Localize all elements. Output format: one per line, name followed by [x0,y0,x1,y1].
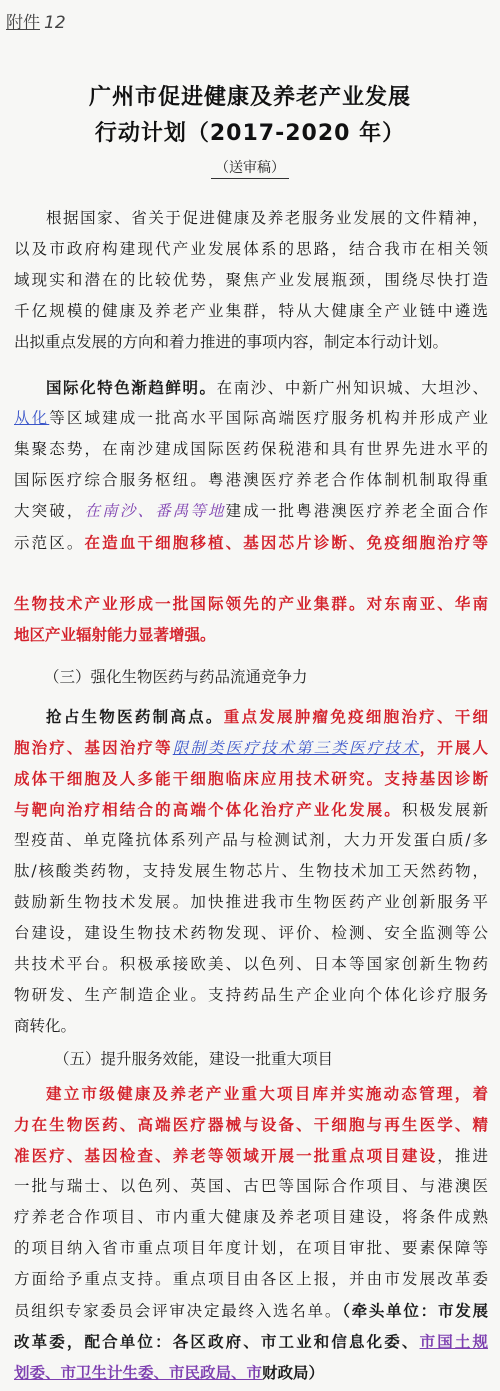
intro-line: 千亿规模的健康及养老产业集群，特从大健康全产业链中遴选 [14,302,488,320]
link-conghua[interactable]: 从化 [14,409,50,427]
section-5-heading: （五）提升服务效能，建设一批重大项目 [54,1050,334,1068]
link-land-planning[interactable]: 市国土规 [419,1332,488,1351]
s3-red: 胞治疗、基因治疗等 [14,738,173,757]
intl-red-line: 地区产业辐射能力显著增强。 [14,625,216,644]
s5-text: ，推进 [437,1147,488,1165]
s5-bold: 财政局） [262,1363,325,1382]
s3-line: 台建设，建设生物技术药物发现、评价、检测、安全监测等公 [14,924,488,942]
attachment-label [6,8,66,33]
attachment-number: 12 [44,13,66,33]
intro-paragraph [14,203,488,358]
intl-line [14,527,488,558]
attachment-word: 附件 [6,13,40,33]
intl-red: 在造血干细胞移植、基因芯片诊断、免疫细胞治疗等 [84,533,488,552]
section-3-heading: （三）强化生物医药与药品流通竞争力 [44,668,308,686]
intl-line: 国际医疗综合服务枢纽。粤港澳医疗养老合作体制机制取得重 [14,471,488,489]
s5-line: 的项目纳入省市重点项目年度计划，在项目审批、要素保障等 [14,1239,488,1257]
intl-text: 示范区。 [14,534,85,552]
s3-line: 肽/核酸类药物，支持发展生物芯片、生物技术加工天然药物， [14,862,488,880]
s5-line: 一批与瑞士、以色列、英国、古巴等国际合作项目、与港澳医 [14,1177,488,1195]
intl-text: 等区域建成一批高水平国际高端医疗服务机构并形成产业 [49,409,488,427]
s5-line [14,1295,488,1326]
s5-line [14,1326,488,1357]
intro-line: 以及市政府构建现代产业发展体系的思路，结合我市在相关领 [14,240,488,258]
s3-line: 物研发、生产制造企业。支持药品生产企业向个体化诊疗服务 [14,986,488,1004]
intro-line: 域现实和潜在的比较优势，聚焦产业发展瓶颈，围绕尽快打造 [14,271,488,289]
intl-paragraph [14,372,488,558]
s5-line [14,1140,488,1171]
s5-red: 准医疗、基因检查、养老等领域开展一批重点项目建设 [14,1146,438,1165]
section-3-paragraph [14,701,488,1042]
intro-line: 根据国家、省关于促进健康及养老服务业发展的文件精神， [46,209,488,227]
s3-line: 共技术平台。积极承接欧美、以色列、日本等国家创新生物药 [14,955,488,973]
s3-line [14,794,488,825]
intl-text: 大突破， [14,502,85,520]
link-restricted-tech[interactable]: 限制类医疗技术第三类医疗技术 [172,739,420,757]
s3-line: 成体干细胞及人多能干细胞临床应用技术研究。支持基因诊断 [14,769,488,788]
intl-red-continued [14,588,488,650]
s3-red: 与靶向治疗相结合的高端个体化治疗产业化发展。 [14,800,402,819]
s5-line: 建立市级健康及养老产业重大项目库并实施动态管理，着 [46,1084,488,1103]
section-5-paragraph [14,1078,488,1388]
s3-text: 积极发展新 [401,801,488,819]
subtitle [0,157,500,177]
s3-line: 鼓励新生物技术发展。加快推进我市生物医药产业创新服务平 [14,893,488,911]
s3-line: 型疫苗、单克隆抗体系列产品与检测试剂，大力开发蛋白质/多 [14,831,488,849]
title-line-2: 行动计划（2017-2020 年） [94,121,406,146]
s5-line [14,1357,488,1388]
s3-line [14,732,488,763]
s5-line: 疗养老合作项目、市内重大健康及养老项目建设，将条件成熟 [14,1208,488,1226]
intl-text: 建成一批粤港澳医疗养老全面合作 [225,502,488,520]
link-agencies[interactable]: 划委、市卫生计生委、市民政局、市 [14,1363,263,1382]
link-nansha-panyu[interactable]: 在南沙、番禺等地 [84,502,226,520]
s3-red: 重点发展肿瘤免疫细胞治疗、干细 [223,707,488,726]
s5-bold: （牵头单位：市发展 [342,1301,488,1320]
intl-red-line: 生物技术产业形成一批国际领先的产业集群。对东南亚、华南 [14,594,488,613]
intl-bold: 国际化特色渐趋鲜明。 [46,378,217,397]
title-line-1: 广州市促进健康及养老产业发展 [88,85,411,110]
subtitle-text: （送审稿） [211,160,289,179]
intl-line [14,372,488,403]
intl-text: 在南沙、中新广州知识城、大坦沙、 [216,379,488,397]
s5-text: 员组织专家委员会评审决定最终入选名单。 [14,1302,343,1320]
s5-line: 力在生物医药、高端医疗器械与设备、干细胞与再生医学、精 [14,1115,488,1134]
s3-line: 商转化。 [14,1017,77,1035]
intl-line [14,496,488,527]
s3-red: ，开展人 [419,738,488,757]
s3-bold: 抢占生物医药制高点。 [46,707,224,726]
s5-bold: 改革委，配合单位：各区政府、市工业和信息化委、 [14,1332,420,1351]
s5-line: 方面给予重点支持。重点项目由各区上报，并由市发展改革委 [14,1270,488,1288]
intl-line [14,403,488,434]
intl-line: 集聚态势，在南沙建成国际医药保税港和具有世界先进水平的 [14,440,488,458]
intro-line: 出拟重点发展的方向和着力推进的事项内容，制定本行动计划。 [14,333,449,351]
s3-line [14,701,488,732]
